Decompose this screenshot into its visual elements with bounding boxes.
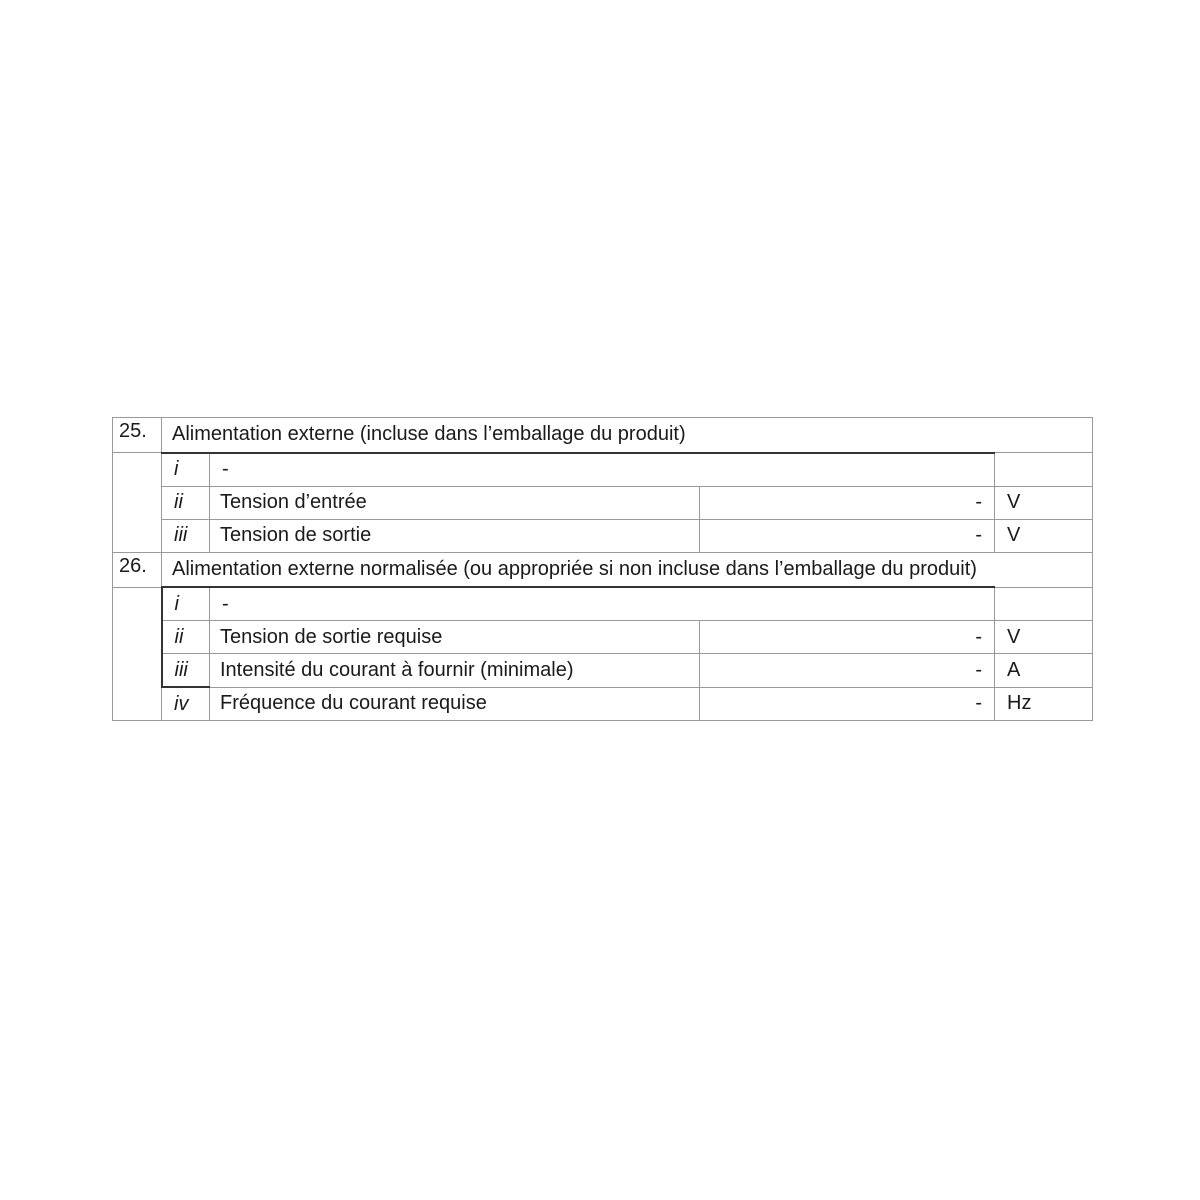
table-row — [113, 687, 1093, 721]
section-number: 25. — [113, 418, 162, 453]
item-unit — [995, 587, 1093, 621]
table-row — [113, 453, 1093, 487]
table-row — [113, 621, 1093, 654]
item-label: - — [210, 453, 995, 487]
table-row — [113, 587, 1093, 621]
item-roman: iii — [162, 654, 210, 688]
item-label: Tension de sortie requise — [210, 621, 700, 654]
table-row — [113, 519, 1093, 552]
item-label: Fréquence du courant requise — [210, 687, 700, 721]
item-roman: i — [162, 587, 210, 621]
item-value: - — [700, 621, 995, 654]
table-row — [113, 654, 1093, 688]
table-row — [113, 486, 1093, 519]
item-label: Intensité du courant à fournir (minimale) — [210, 654, 700, 688]
section-title: Alimentation externe (incluse dans l’emballage du produit) — [162, 418, 1093, 453]
item-value: - — [700, 519, 995, 552]
item-label: Tension d’entrée — [210, 486, 700, 519]
item-value: - — [700, 654, 995, 688]
item-unit: Hz — [995, 687, 1093, 721]
item-unit: A — [995, 654, 1093, 688]
item-roman: iii — [162, 519, 210, 552]
spec-table — [112, 417, 1093, 721]
section-number: 26. — [113, 552, 162, 587]
item-roman: iv — [162, 687, 210, 721]
item-unit — [995, 453, 1093, 487]
section-25-header-row — [113, 418, 1093, 453]
item-roman: i — [162, 453, 210, 487]
item-value: - — [700, 687, 995, 721]
item-value: - — [700, 486, 995, 519]
section-title: Alimentation externe normalisée (ou appropriée si non incluse dans l’emballage du produit) — [162, 552, 1093, 587]
item-unit: V — [995, 519, 1093, 552]
item-unit: V — [995, 486, 1093, 519]
item-label: - — [210, 587, 995, 621]
item-roman: ii — [162, 486, 210, 519]
item-roman: ii — [162, 621, 210, 654]
item-label: Tension de sortie — [210, 519, 700, 552]
section-26-header-row — [113, 552, 1093, 587]
item-unit: V — [995, 621, 1093, 654]
